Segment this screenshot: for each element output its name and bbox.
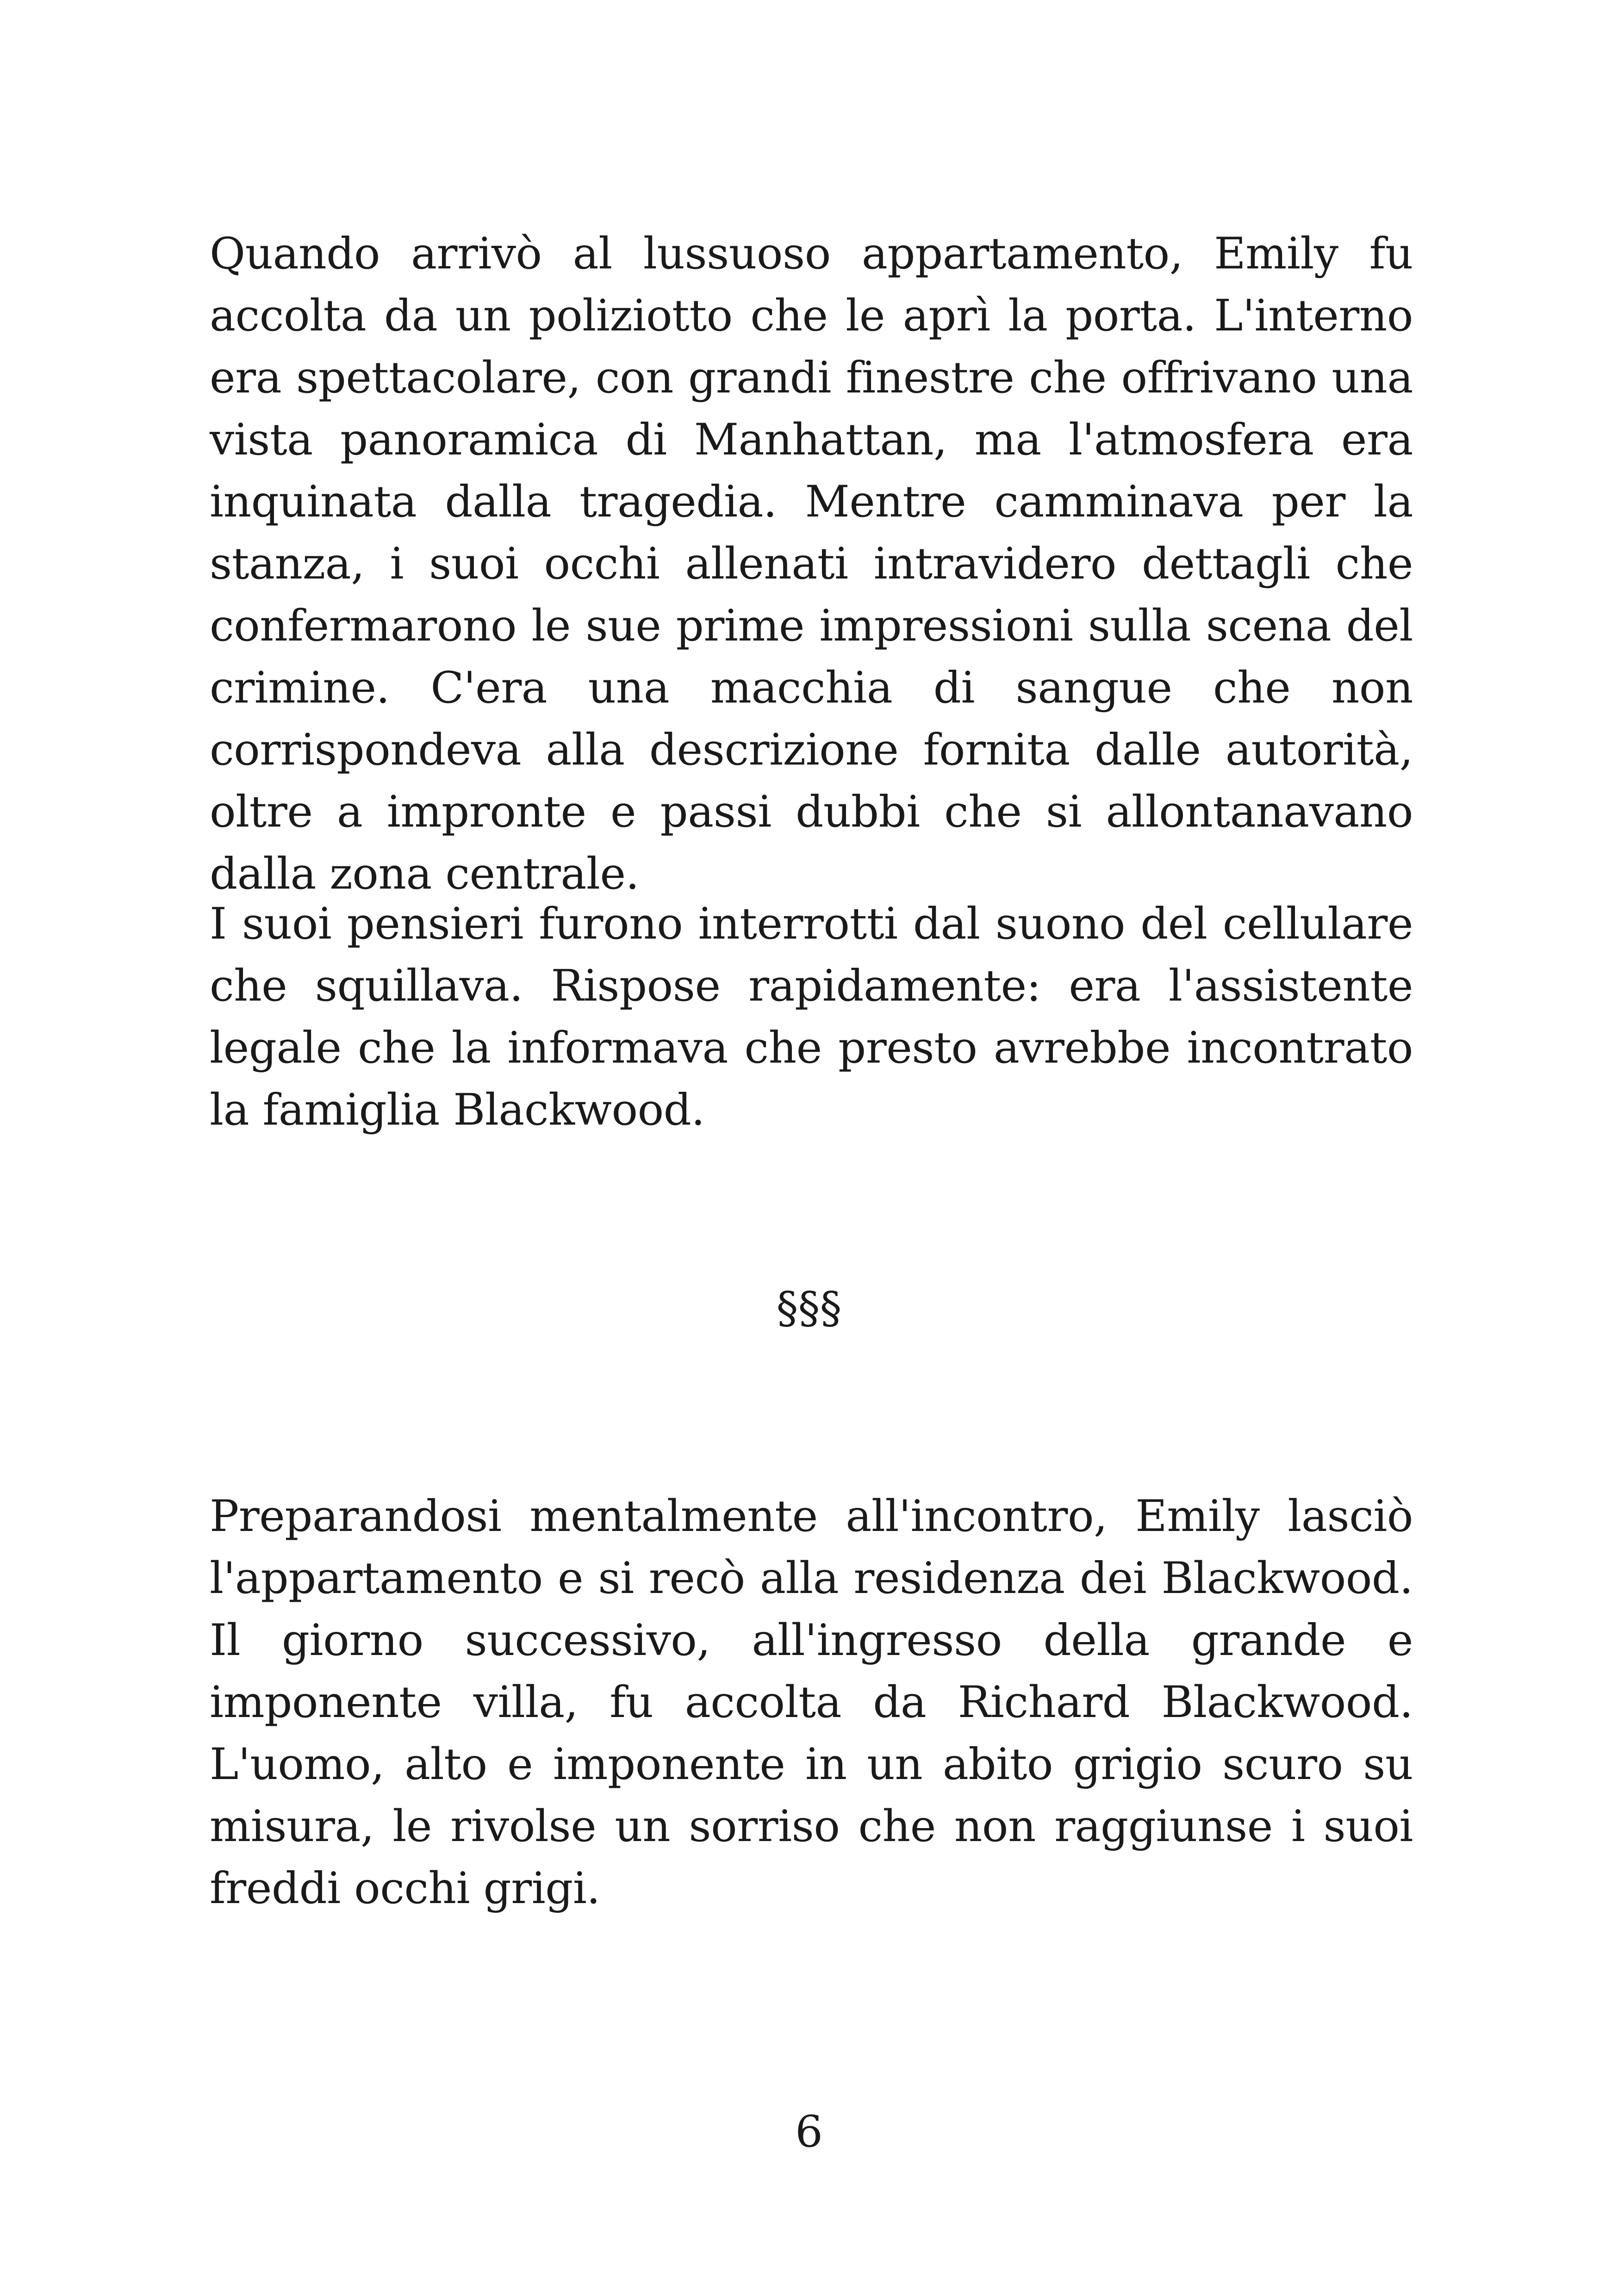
page-number: 6 — [795, 2107, 823, 2157]
section-break: §§§ — [776, 1283, 842, 1333]
paragraph-blackwood-villa: Preparandosi mentalmente all'incontro, Emily lasciò l'appartamento e si recò alla residenza dei Blackwood. Il giorno successivo, all'ingresso della grande e imponente villa, fu accolta da Richard Blackwood. L'uomo, alto e imponente in un abito grigio scuro su misura, le rivolse un sorriso che non raggiunse i suoi freddi occhi grigi. — [210, 1491, 1413, 1914]
paragraph-phone-call: I suoi pensieri furono interrotti dal suono del cellulare che squillava. Rispose rapidamente: era l'assistente legale che la informava che presto avrebbe incontrato la famiglia Blackwood. — [210, 899, 1413, 1135]
paragraph-apartment-arrival: Quando arrivò al lussuoso appartamento, Emily fu accolta da un poliziotto che le aprì la porta. L'interno era spettacolare, con grandi finestre che offrivano una vista panoramica di Manhattan, ma l'atmosfera era inquinata dalla tragedia. Mentre camminava per la stanza, i suoi occhi allenati intravidero dettagli che confermarono le sue prime impressioni sulla scena del crimine. C'era una macchia di sangue che non corrispondeva alla descrizione fornita dalle autorità, oltre a impronte e passi dubbi che si allontanavano dalla zona centrale. — [210, 229, 1413, 899]
